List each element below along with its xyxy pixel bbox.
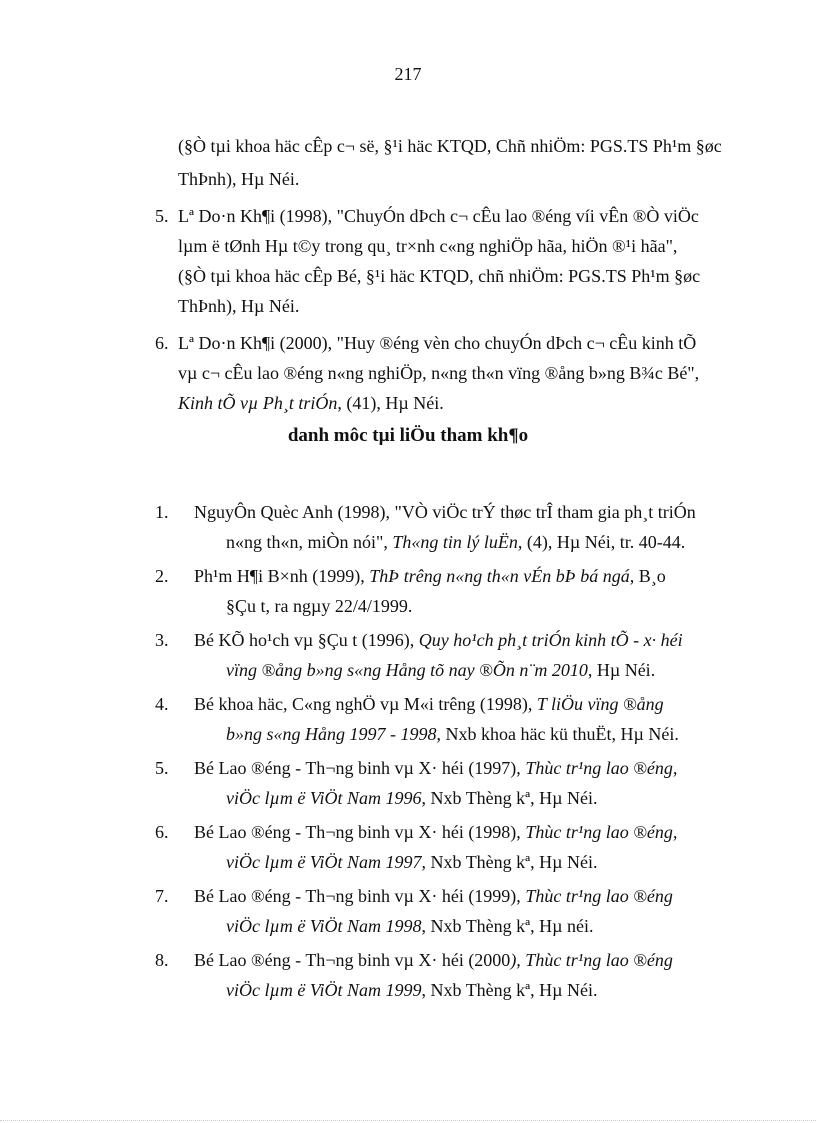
ref7-line2 bbox=[226, 916, 594, 937]
ref5-title-part2: viÖc lµm ë ViÖt Nam 1996 bbox=[226, 788, 422, 808]
item6-line1: Lª Do·n Kh¶i (2000), "Huy ®éng vèn cho chuyÓn dÞch c¬ cÊu kinh tÕ bbox=[178, 333, 697, 353]
ref7-title-part2: viÖc lµm ë ViÖt Nam 1998 bbox=[226, 916, 422, 936]
ref1-line1: NguyÔn Quèc Anh (1998), "VÒ viÖc trÝ thøc trÎ tham gia ph¸t triÓn bbox=[194, 502, 696, 522]
ref4-number: 4. bbox=[155, 694, 169, 714]
page-number: 217 bbox=[394, 64, 422, 84]
ref6-line2 bbox=[226, 852, 598, 873]
ref6-line1-a: Bé Lao ®éng - Th¬ng binh vµ X· héi (1998), bbox=[194, 822, 526, 842]
page-bottom-divider bbox=[0, 1120, 816, 1121]
ref5-title-part1: Thùc tr¹ng lao ®éng, bbox=[525, 758, 678, 778]
ref1-line2 bbox=[226, 532, 685, 553]
ref1-journal: Th«ng tin lý luËn bbox=[392, 532, 518, 552]
item4-cont-line2: ThÞnh), Hµ Néi. bbox=[178, 169, 300, 189]
item5-line4: ThÞnh), Hµ Néi. bbox=[178, 296, 300, 316]
ref8-line2 bbox=[226, 980, 598, 1001]
ref8-line1 bbox=[194, 950, 673, 971]
ref3-number: 3. bbox=[155, 630, 169, 650]
ref2-title: ThÞ trêng n«ng th«n vÉn bÞ bá ngá bbox=[369, 566, 630, 586]
ref5-line1 bbox=[194, 758, 677, 779]
ref7-line2-b: , Nxb Thèng kª, Hµ néi. bbox=[421, 916, 594, 936]
ref8-line1-a: Bé Lao ®éng - Th¬ng binh vµ X· héi (2000 bbox=[194, 950, 511, 970]
ref7-line1 bbox=[194, 886, 673, 907]
ref6-line1 bbox=[194, 822, 677, 843]
ref3-line1 bbox=[194, 630, 683, 651]
ref3-line1-a: Bé KÕ ho¹ch vµ §Çu t (1996), bbox=[194, 630, 419, 650]
ref7-title-part1: Thùc tr¹ng lao ®éng bbox=[525, 886, 673, 906]
ref8-title-part1: ), Thùc tr¹ng lao ®éng bbox=[510, 950, 673, 970]
ref5-number: 5. bbox=[155, 758, 169, 778]
item5-number: 5. bbox=[155, 206, 169, 226]
ref4-line2 bbox=[226, 724, 679, 745]
ref2-line1 bbox=[194, 566, 666, 587]
item5-line3: (§Ò tµi khoa häc cÊp Bé, §¹i häc KTQD, chñ nhiÖm: PGS.TS Ph¹m §øc bbox=[178, 266, 701, 286]
ref3-title-part2: vïng ®ång b»ng s«ng Hång tõ nay ®Õn n¨m 2010 bbox=[226, 660, 588, 680]
ref2-line1-a: Ph¹m H¶i B×nh (1999), bbox=[194, 566, 370, 586]
ref6-number: 6. bbox=[155, 822, 169, 842]
ref6-title-part2: viÖc lµm ë ViÖt Nam 1997 bbox=[226, 852, 422, 872]
references-heading: danh môc tµi liÖu tham kh¶o bbox=[287, 425, 529, 446]
ref2-line2: §Çu t, ra ngµy 22/4/1999. bbox=[226, 596, 413, 616]
ref4-line1-a: Bé khoa häc, C«ng nghÖ vµ M«i trêng (1998), bbox=[194, 694, 537, 714]
ref6-title-part1: Thùc tr¹ng lao ®éng, bbox=[525, 822, 678, 842]
ref1-number: 1. bbox=[155, 502, 169, 522]
item6-line3-rest: , (41), Hµ Néi. bbox=[337, 393, 444, 413]
ref1-line2-b: , (4), Hµ Néi, tr. 40-44. bbox=[517, 532, 686, 552]
ref7-number: 7. bbox=[155, 886, 169, 906]
ref4-line1 bbox=[194, 694, 664, 715]
ref4-line2-b: , Nxb khoa häc kü thuËt, Hµ Néi. bbox=[436, 724, 679, 744]
ref1-line2-a: n«ng th«n, miÒn nói", bbox=[226, 532, 393, 552]
item6-line3 bbox=[178, 393, 444, 414]
ref3-title-part1: Quy ho¹ch ph¸t triÓn kinh tÕ - x· héi bbox=[418, 630, 683, 650]
ref2-number: 2. bbox=[155, 566, 169, 586]
ref8-title-part2: viÖc lµm ë ViÖt Nam 1999 bbox=[226, 980, 422, 1000]
item6-number: 6. bbox=[155, 333, 169, 353]
item6-journal: Kinh tÕ vµ Ph¸t triÓn bbox=[178, 393, 338, 413]
ref2-line1-b: , B¸o bbox=[629, 566, 666, 586]
item5-line2: lµm ë tØnh Hµ t©y trong qu¸ tr×nh c«ng nghiÖp hãa, hiÖn ®¹i hãa", bbox=[178, 236, 678, 256]
ref8-line2-b: , Nxb Thèng kª, Hµ Néi. bbox=[421, 980, 598, 1000]
ref5-line1-a: Bé Lao ®éng - Th¬ng binh vµ X· héi (1997), bbox=[194, 758, 526, 778]
ref4-title-part2: b»ng s«ng Hång 1997 - 1998 bbox=[226, 724, 437, 744]
ref3-line2-b: , Hµ Néi. bbox=[587, 660, 656, 680]
item5-line1: Lª Do·n Kh¶i (1998), "ChuyÓn dÞch c¬ cÊu lao ®éng víi vÊn ®Ò viÖc bbox=[178, 206, 699, 226]
ref5-line2 bbox=[226, 788, 598, 809]
ref3-line2 bbox=[226, 660, 655, 681]
item6-line2: vµ c¬ cÊu lao ®éng n«ng nghiÖp, n«ng th«n vïng ®ång b»ng B¾c Bé", bbox=[178, 363, 700, 383]
ref8-number: 8. bbox=[155, 950, 169, 970]
ref7-line1-a: Bé Lao ®éng - Th¬ng binh vµ X· héi (1999), bbox=[194, 886, 526, 906]
item4-cont-line1: (§Ò tµi khoa häc cÊp c¬ së, §¹i häc KTQD, Chñ nhiÖm: PGS.TS Ph¹m §øc bbox=[178, 136, 722, 156]
ref6-line2-b: , Nxb Thèng kª, Hµ Néi. bbox=[421, 852, 598, 872]
ref5-line2-b: , Nxb Thèng kª, Hµ Néi. bbox=[421, 788, 598, 808]
ref4-title-part1: T liÖu vïng ®ång bbox=[536, 694, 664, 714]
